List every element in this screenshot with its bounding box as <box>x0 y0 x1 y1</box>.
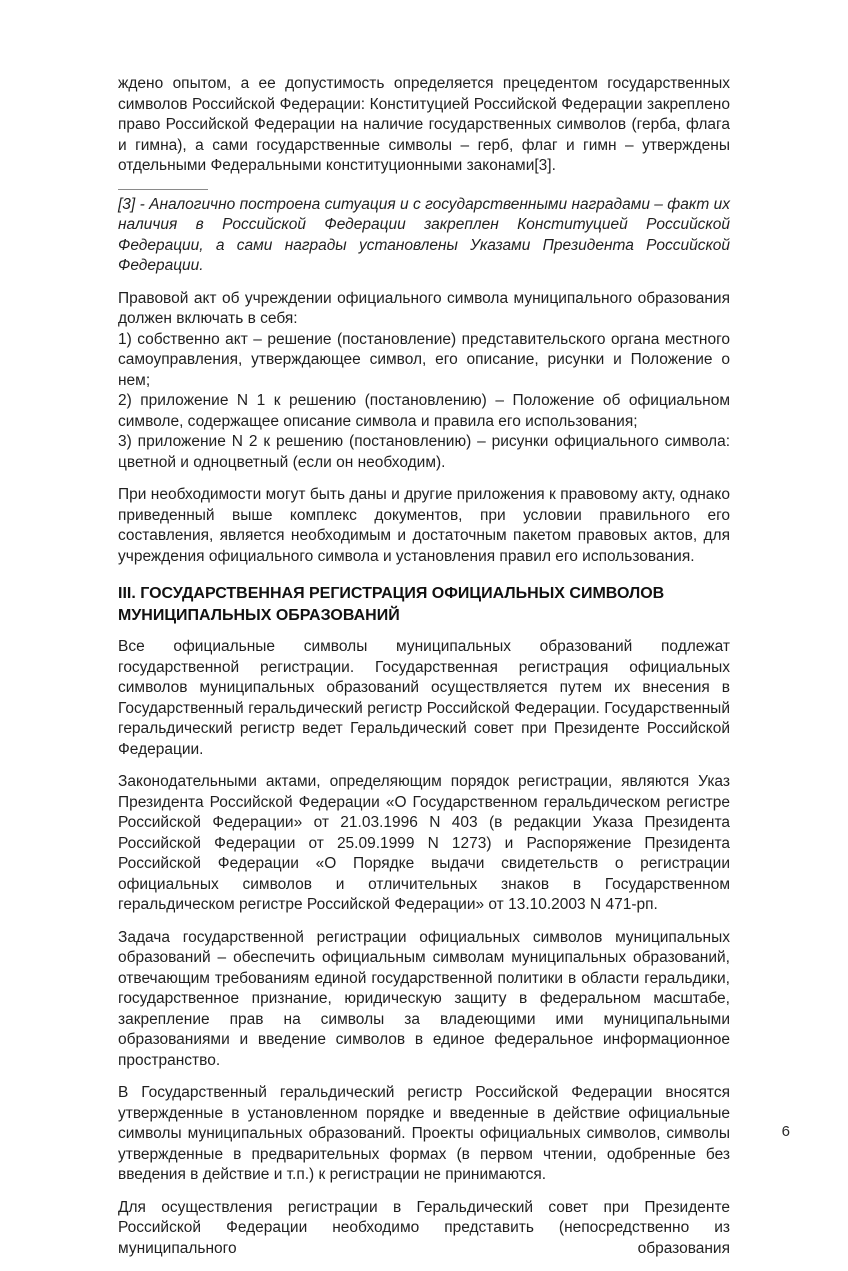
footnote-separator <box>118 189 208 190</box>
paragraph-registration-overview: Все официальные символы муниципальных образований подлежат государственной регистрации. Государственная регистрация официальных символов муниципальных образований осуществляется путем их внесения в Государственный геральдический регистр Российской Федерации. Государственный геральдический регистр ведет Геральдический совет при Президенте Российской Федерации. <box>118 638 730 758</box>
paragraph-legal-act-intro: Правовой акт об учреждении официального символа муниципального образования должен включать в себя: <box>118 289 730 327</box>
page-number: 6 <box>781 1123 790 1140</box>
list-item-3: 3) приложение N 2 к решению (постановлению) – рисунки официального символа: цветной и одноцветный (если он необходим). <box>118 433 730 471</box>
section-heading: III. ГОСУДАРСТВЕННАЯ РЕГИСТРАЦИЯ ОФИЦИАЛЬНЫХ СИМВОЛОВ МУНИЦИПАЛЬНЫХ ОБРАЗОВАНИЙ <box>118 585 665 624</box>
paragraph-register-contents: В Государственный геральдический регистр Российской Федерации вносятся утвержденные в установленном порядке и введенные в действие официальные символы муниципальных образований. Проекты официальных символов, символы утвержденные в предварительных формах (в первом чтении, одобренные без введения в действие и т.п.) к регистрации не принимаются. <box>118 1084 730 1183</box>
paragraph-registration-task: Задача государственной регистрации официальных символов муниципальных образований – обеспечить официальным символам муниципальных образований, отвечающим требованиям единой государственной политики в области геральдики, государственное признание, юридическую защиту в федеральном масштабе, закрепление прав на символы за владеющими ими муниципальными образованиями и введение символов в единое федеральное информационное пространство. <box>118 928 730 1069</box>
list-item-1: 1) собственно акт – решение (постановление) представительского органа местного самоуправления, утверждающее символ, его описание, рисунки и Положение о нем; <box>118 330 730 389</box>
paragraph-appendices-note: При необходимости могут быть даны и другие приложения к правовому акту, однако приведенный выше комплекс документов, при условии правильного его составления, является необходимым и достаточным пакетом правовых актов, для учреждения официального символа и установления правил его использования. <box>118 486 730 565</box>
paragraph-legislative-acts: Законодательными актами, определяющим порядок регистрации, являются Указ Президента Российской Федерации «О Государственном геральдическом регистре Российской Федерации» от 21.03.1996 N 403 (в редакции Указа Президента Российской Федерации от 25.09.1999 N 1273) и Распоряжение Президента Российской Федерации «О Порядке выдачи свидетельств о регистрации официальных символов и отличительных знаков в Государственном геральдическом регистре Российской Федерации» от 13.10.2003 N 471-рп. <box>118 773 730 913</box>
list-item-2: 2) приложение N 1 к решению (постановлению) – Положение об официальном символе, содержащее описание символа и правила его использования; <box>118 392 730 430</box>
legal-act-list <box>118 330 730 474</box>
footnote-text: [3] - Аналогично построена ситуация и с государственными наградами – факт их наличия в Российской Федерации закреплен Конституцией Российской Федерации, а сами награды установлены Указами Президента Российской Федерации. <box>118 195 730 274</box>
paragraph-submission-intro: Для осуществления регистрации в Геральдический совет при Президенте Российской Федерации необходимо представить (непосредственно из муниципального образования <box>118 1198 730 1257</box>
document-body <box>118 74 730 1271</box>
continuation-paragraph: ждено опытом, а ее допустимость определяется прецедентом государственных символов Российской Федерации: Конституцией Российской Федерации закреплено право Российской Федерации на наличие государственных символов (герба, флага и гимна), а сами государственные символы – герб, флаг и гимн – утверждены отдельными Федеральными конституционными законами[3]. <box>118 75 730 174</box>
